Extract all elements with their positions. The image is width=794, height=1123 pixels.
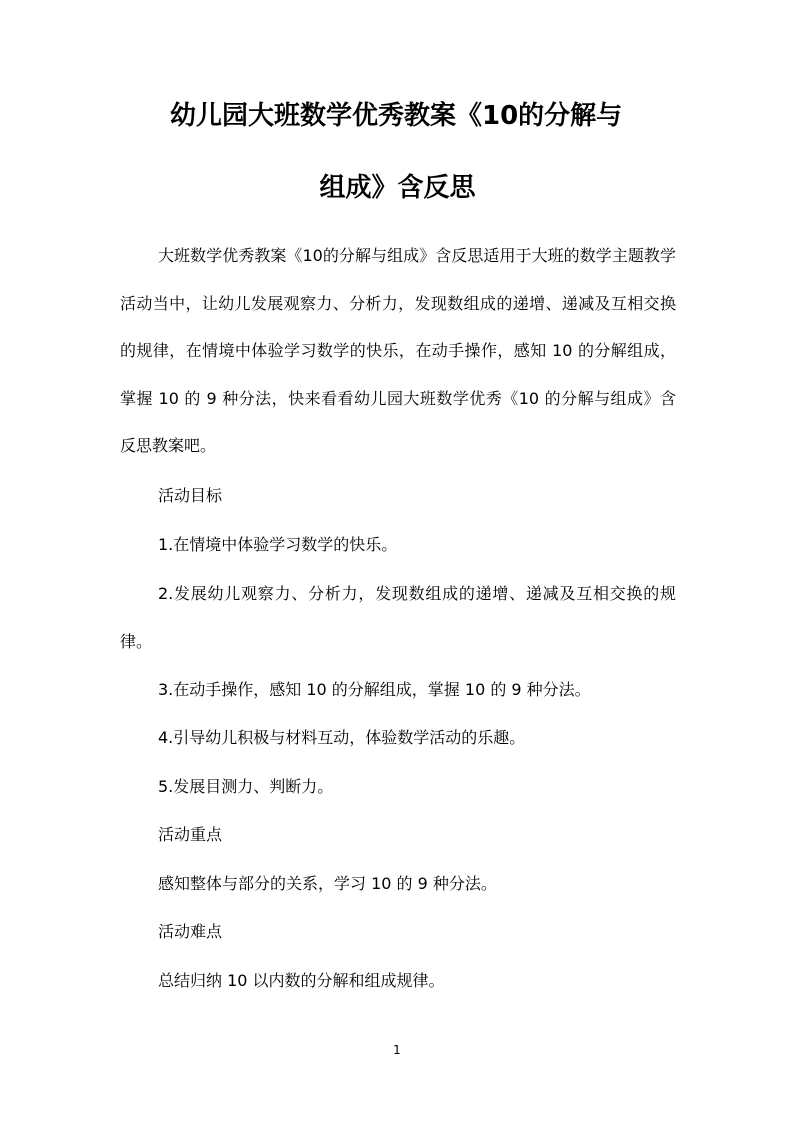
- document-title-line-1: 幼儿园大班数学优秀教案《10的分解与: [170, 101, 623, 131]
- intro-paragraph: 大班数学优秀教案《10的分解与组成》含反思适用于大班的数学主题教学活动当中，让幼儿发展观察力、分析力，发现数组成的递增、递减及互相交换的规律，在情境中体验学习数学的快乐，在动手操作，感知 10 的分解组成，掌握 10 的 9 种分法，快来看看幼儿园大班数学优秀《10 的分解与组成》含反思教案吧。: [120, 246, 676, 456]
- goal-item-3: 3.在动手操作，感知 10 的分解组成，掌握 10 的 9 种分法。: [158, 680, 591, 699]
- document-title-line-2: 组成》含反思: [319, 173, 476, 203]
- key-points-heading: 活动重点: [158, 825, 223, 844]
- goal-item-1: 1.在情境中体验学习数学的快乐。: [158, 535, 398, 554]
- goal-item-4: 4.引导幼儿积极与材料互动，体验数学活动的乐趣。: [158, 728, 526, 747]
- page-number: 1: [393, 1043, 401, 1057]
- difficulty-text: 总结归纳 10 以内数的分解和组成规律。: [158, 971, 445, 990]
- goal-item-5: 5.发展目测力、判断力。: [158, 777, 334, 796]
- difficulty-heading: 活动难点: [158, 922, 223, 941]
- key-points-text: 感知整体与部分的关系，学习 10 的 9 种分法。: [158, 874, 497, 893]
- goals-heading: 活动目标: [158, 486, 223, 505]
- goal-item-2: 2.发展幼儿观察力、分析力，发现数组成的递增、递减及互相交换的规律。: [120, 584, 676, 651]
